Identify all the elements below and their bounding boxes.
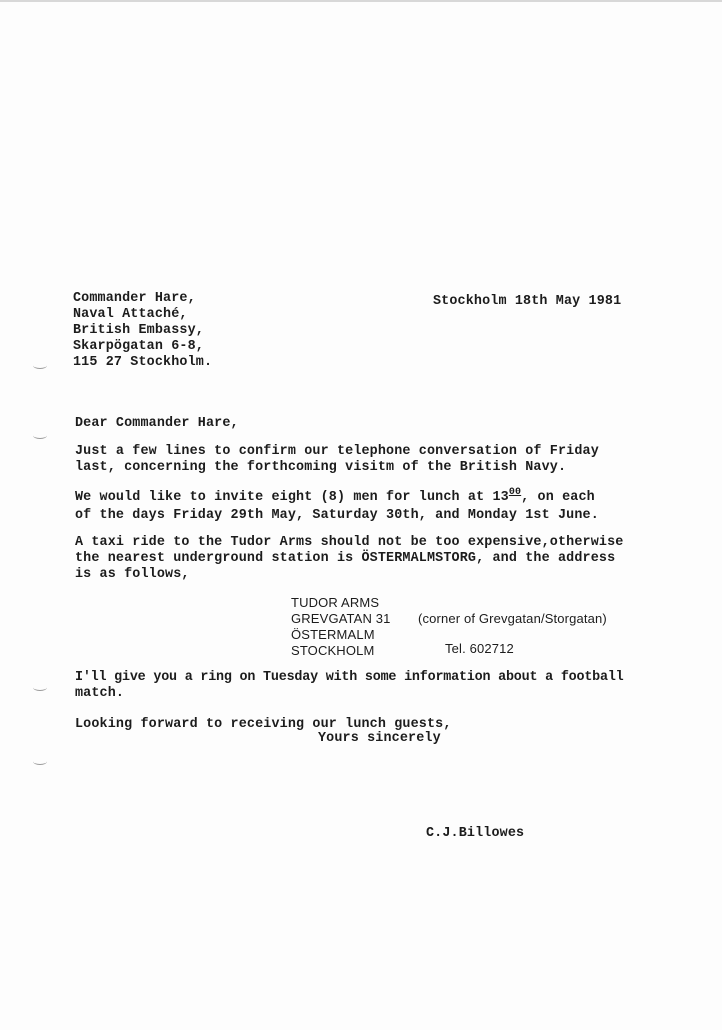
address-phone: Tel. 602712	[445, 641, 514, 656]
recipient-line: Naval Attaché,	[73, 307, 188, 322]
paragraph-line: last, concerning the forthcoming visitm of the British Navy.	[75, 460, 567, 475]
page-top-edge	[0, 0, 722, 2]
recipient-line: Commander Hare,	[73, 291, 196, 306]
closing-line: Yours sincerely	[318, 731, 441, 746]
punch-mark	[33, 684, 47, 691]
paragraph-line: match.	[75, 686, 125, 701]
paragraph-text: , on each	[521, 490, 595, 505]
recipient-line: British Embassy,	[73, 323, 204, 338]
recipient-line: Skarpögatan 6-8,	[73, 339, 204, 354]
paragraph-line: Just a few lines to confirm our telephone conversation of Friday	[75, 444, 599, 459]
recipient-line: 115 27 Stockholm.	[73, 355, 213, 370]
signature: C.J.Billowes	[426, 826, 525, 841]
closing-line: Looking forward to receiving our lunch guests,	[75, 717, 452, 732]
paragraph-line: of the days Friday 29th May, Saturday 30th, and Monday 1st June.	[75, 508, 599, 523]
address-line: ÖSTERMALM	[291, 627, 375, 642]
punch-mark	[33, 362, 47, 369]
address-line: STOCKHOLM	[291, 643, 375, 658]
punch-mark	[33, 758, 47, 765]
paragraph-line: is as follows,	[75, 567, 190, 582]
paragraph-line: I'll give you a ring on Tuesday with some information about a football	[75, 670, 624, 685]
paragraph-line	[75, 487, 595, 507]
punch-mark	[33, 432, 47, 439]
address-line: GREVGATAN 31	[291, 611, 391, 626]
letter-date: Stockholm 18th May 1981	[433, 294, 622, 309]
salutation: Dear Commander Hare,	[75, 416, 239, 431]
paragraph-line: the nearest underground station is ÖSTERMALMSTORG, and the address	[75, 551, 616, 566]
paragraph-line: A taxi ride to the Tudor Arms should not be too expensive,otherwise	[75, 535, 624, 550]
paragraph-text: We would like to invite eight (8) men for lunch at 13	[75, 490, 509, 505]
address-line: TUDOR ARMS	[291, 595, 380, 610]
time-superscript: 00	[508, 487, 522, 498]
address-note: (corner of Grevgatan/Storgatan)	[418, 611, 607, 626]
